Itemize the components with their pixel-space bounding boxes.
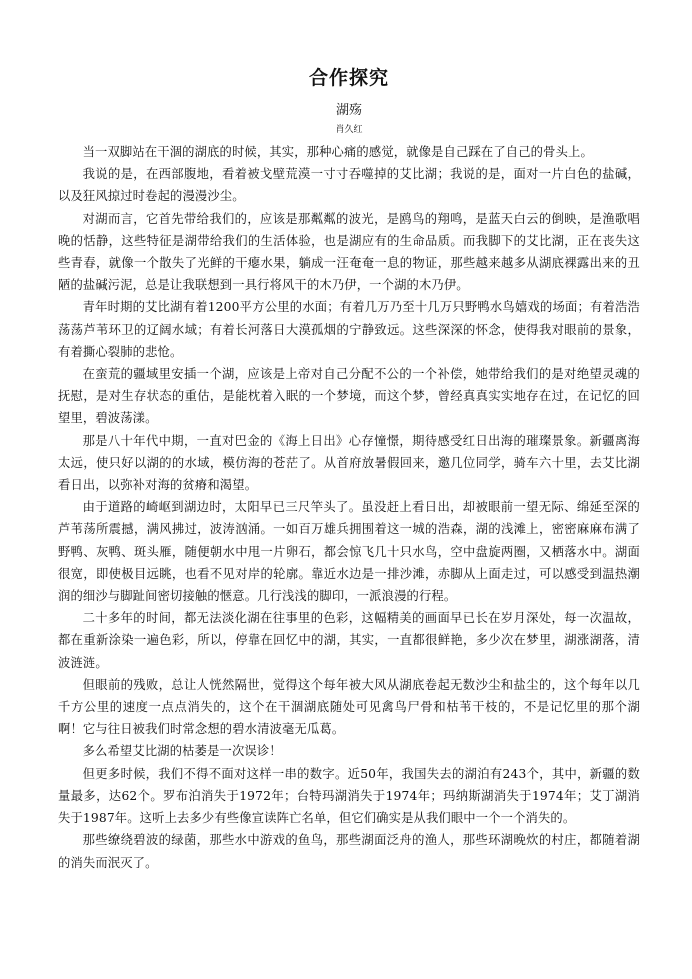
paragraph: 那是八十年代中期，一直对巴金的《海上日出》心存憧憬，期待感受红日出海的璀璨景象。新疆离海太远，使只好以湖的的水域，模仿海的苍茫了。从首府放暑假回来，邀几位同学，骑车六十里，去艾比湖看日出，以弥补对海的贫瘠和渴望。 — [58, 433, 640, 493]
paragraph: 由于道路的崎岖到湖边时，太阳早已三尺竿头了。虽没赶上看日出，却被眼前一望无际、绵延至深的芦苇荡所震撼，满风拂过，波涛汹涌。一如百万雄兵拥围着这一城的浩森，湖的浅滩上，密密麻麻布满了野鸭、灰鸭、斑头雁，随便朝水中甩一片卵石，都会惊飞几十只水鸟，空中盘旋两圈，又栖落水中。湖面很宽，即使极目远眺，也看不见对岸的轮廓。靠近水边是一排沙滩，赤脚从上面走过，可以感受到温热潮润的细沙与脚趾间密切接触的惬意。几行浅浅的脚印，一派浪漫的行程。 — [58, 500, 640, 604]
paragraph: 但眼前的残败，总让人恍然隔世，觉得这个每年被大风从湖底卷起无数沙尘和盐尘的，这个每年以几千方公里的速度一点点消失的，这个在干涸湖底随处可见禽鸟尸骨和枯苇干枝的，不是记忆里的那个湖啊！它与往日被我们时常念想的碧水清波毫无瓜葛。 — [58, 677, 640, 737]
paragraph: 但更多时候，我们不得不面对这样一串的数字。近50年，我国失去的湖泊有243个，其中，新疆的数量最多，达62个。罗布泊消失于1972年；台特玛湖消失于1974年；玛纳斯湖消失于1974年；艾丁湖消失于1987年。这听上去多少有些像宣读阵亡名单，但它们确实是从我们眼中一个一个消失的。 — [58, 766, 640, 826]
paragraph: 当一双脚站在干涸的湖底的时候，其实，那种心痛的感觉，就像是自己踩在了自己的骨头上。 — [82, 145, 593, 159]
paragraph: 青年时期的艾比湖有着1200平方公里的水面；有着几万乃至十几万只野鸭水鸟嬉戏的场面；有着浩浩荡荡芦苇环卫的辽阔水域；有着长河落日大漠孤烟的宁静致远。这些深深的怀念，使得我对眼前的景象，有着撕心裂肺的悲怆。 — [58, 300, 640, 359]
section-title: 合作探究 — [308, 67, 389, 89]
paragraph: 对湖而言，它首先带给我们的，应该是那粼粼的波光，是鸥鸟的翔鸣，是蓝天白云的倒映，是渔歌唱晚的恬静，这些特征是湖带给我们的生活体验，也是湖应有的生命品质。而我脚下的艾比湖，正在丧失这些青春，就像一个散失了光鲜的干瘪水果，躺成一汪奄奄一息的物证，那些越来越多从湖底裸露出来的丑陋的盐碱污泥，总是让我联想到一具行将风干的木乃伊，一个湖的木乃伊。 — [58, 211, 640, 293]
paragraph: 多么希望艾比湖的枯萎是一次误诊！ — [82, 744, 282, 759]
document-page — [58, 60, 640, 874]
paragraph: 二十多年的时间，都无法淡化湖在往事里的色彩，这幅精美的画面早已长在岁月深处，每一次温故，都在重新涂染一遍色彩，所以，停靠在回忆中的湖，其实，一直都很鲜艳，多少次在梦里，湖涨湖落，清波涟涟。 — [58, 611, 640, 670]
paragraph: 我说的是，在西部腹地，看着被戈壁荒漠一寸寸吞噬掉的艾比湖；我说的是，面对一片白色的盐碱，以及狂风掠过时卷起的漫漫沙尘。 — [58, 167, 640, 204]
paragraph: 在蛮荒的疆域里安插一个湖，应该是上帝对自己分配不公的一个补偿，她带给我们的是对绝望灵魂的抚慰，是对生存状态的重估，是能枕着入眠的一个梦境，而这个梦，曾经真真实实地存在过，在记忆的回望里，碧波荡漾。 — [58, 367, 640, 426]
paragraph: 那些缭绕碧波的绿菌，那些水中游戏的鱼鸟，那些湖面泛舟的渔人，那些环湖晚炊的村庄，都随着湖的消失而泯灭了。 — [58, 833, 640, 870]
article-body — [58, 141, 640, 874]
author-name: 肖久红 — [335, 125, 363, 135]
article-title: 湖殇 — [335, 103, 362, 118]
